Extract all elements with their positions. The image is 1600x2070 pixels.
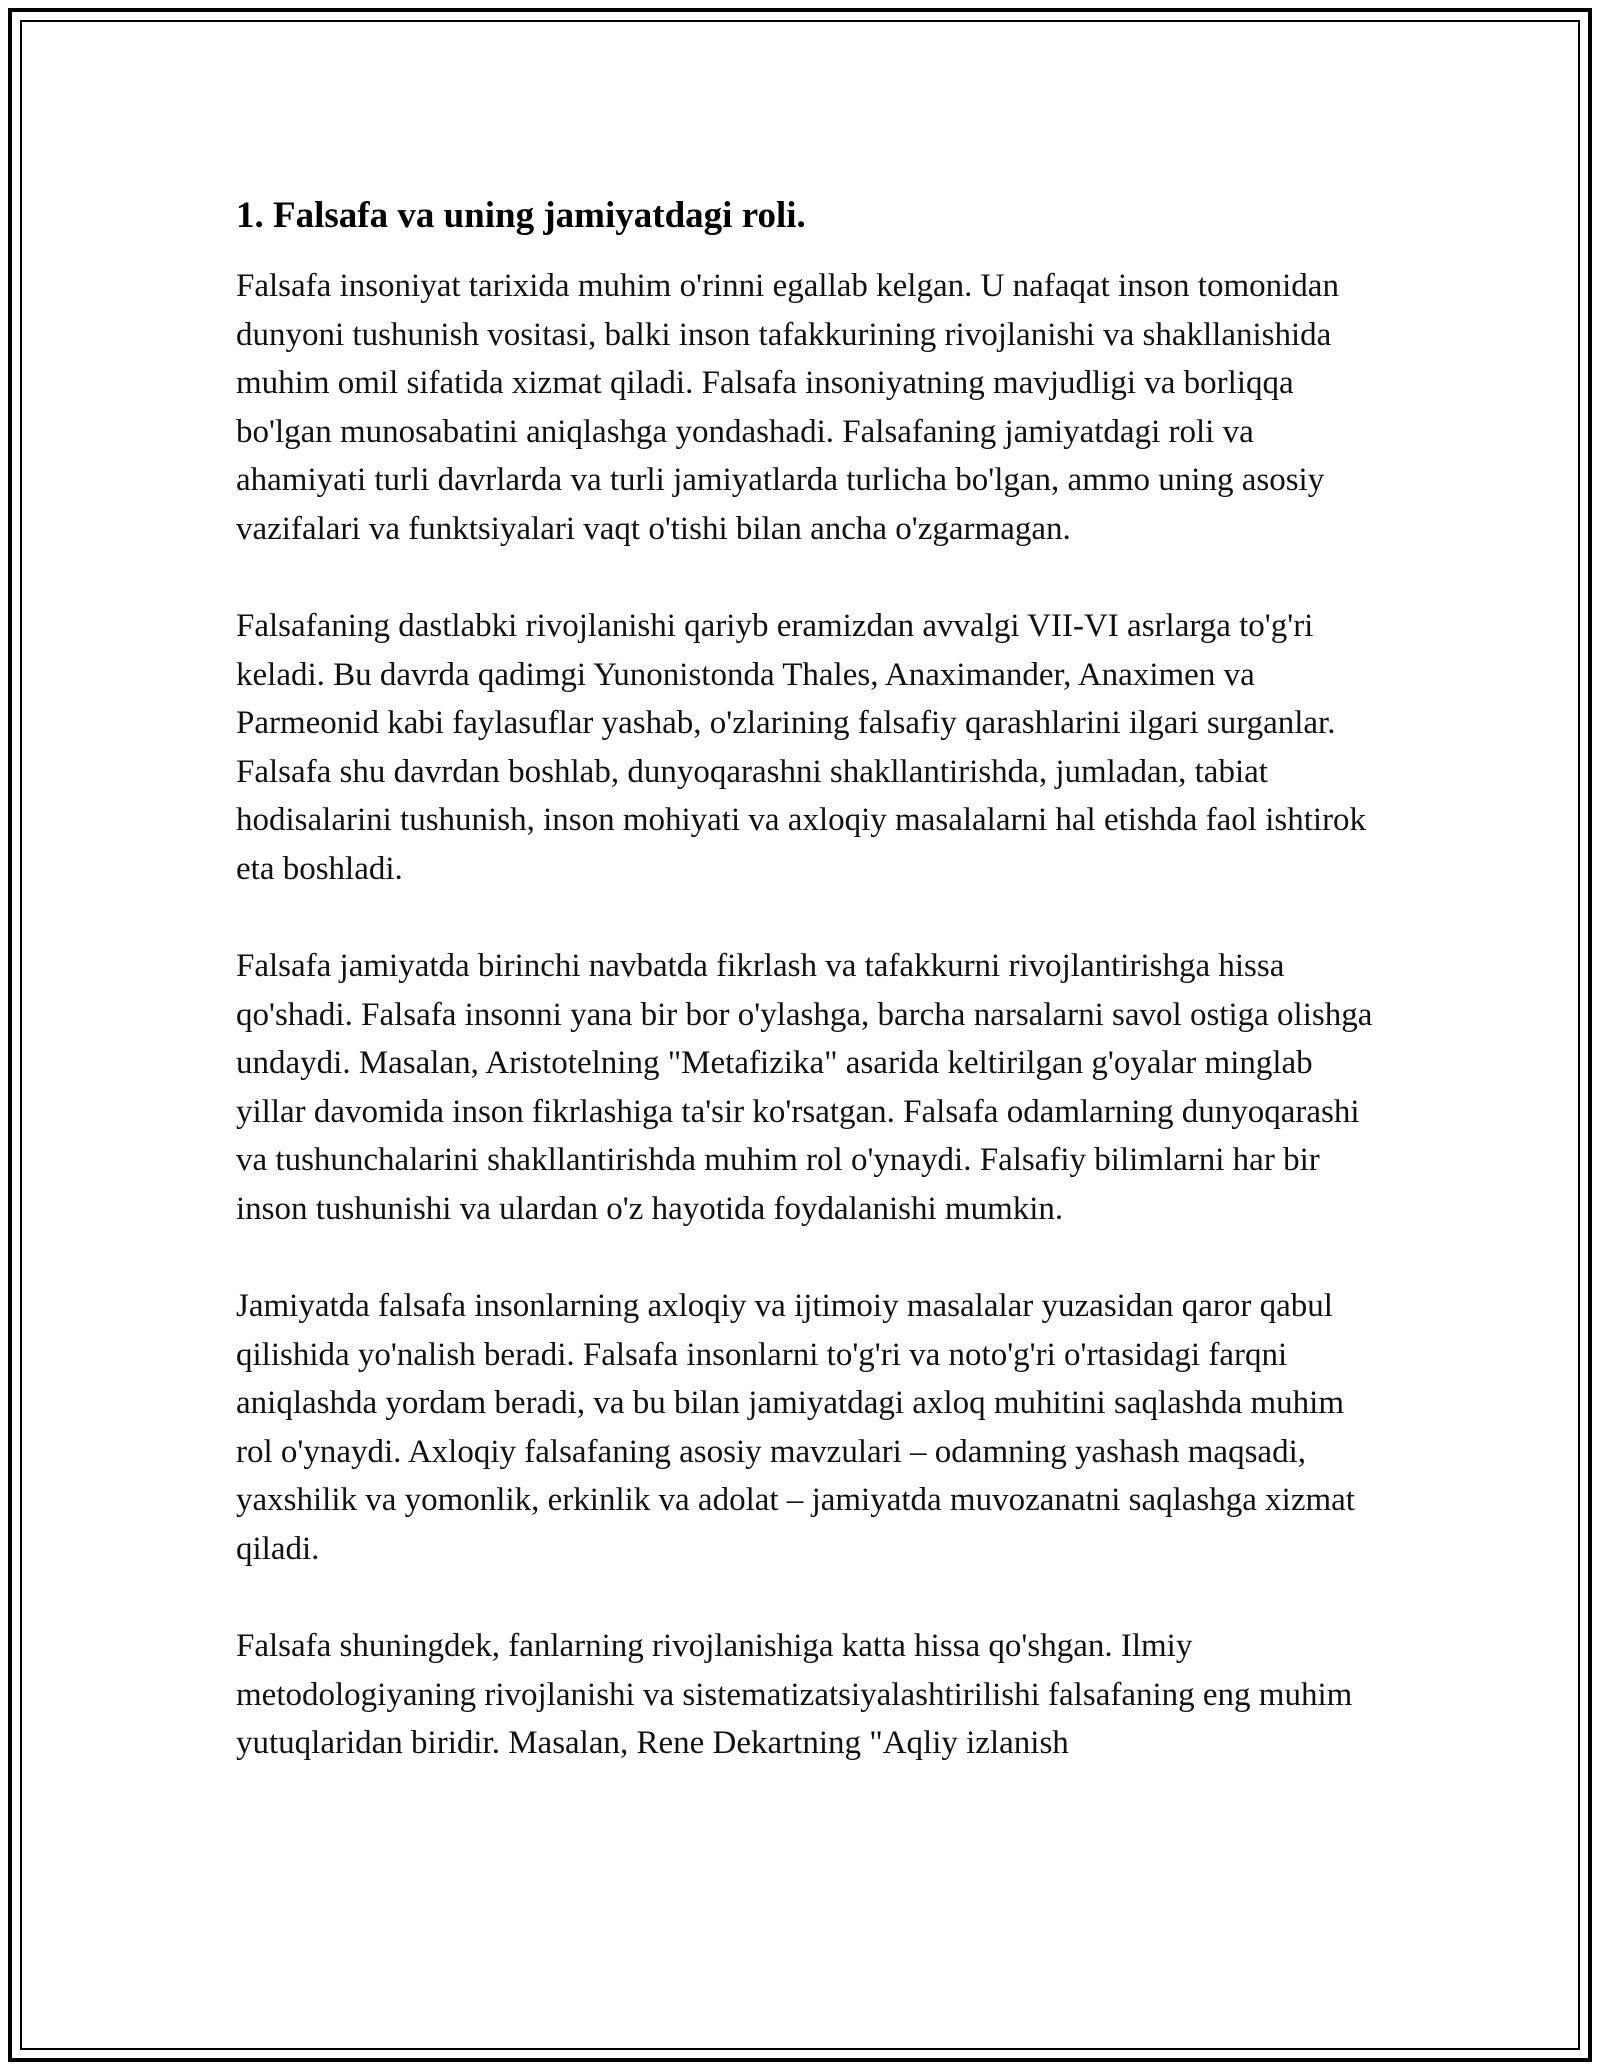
section-heading: 1. Falsafa va uning jamiyatdagi roli. — [236, 195, 806, 236]
paragraph-4: Jamiyatda falsafa insonlarning axloqiy va ijtimoiy masalalar yuzasidan qaror qabul qilishida yo'nalish beradi. Falsafa insonlarni to'g'ri va noto'g'ri o'rtasidagi farqni aniqlashda yordam beradi, va bu bilan jamiyatdagi axloq muhitini saqlashda muhim rol o'ynaydi. Axloqiy falsafaning asosiy mavzulari – odamning yashash maqsadi, yaxshilik va yomonlik, erkinlik va adolat – jamiyatda muvozanatni saqlashga xizmat qiladi. — [236, 1288, 1355, 1567]
paragraph-3: Falsafa jamiyatda birinchi navbatda fikrlash va tafakkurni rivojlantirishga hissa qo'shadi. Falsafa insonni yana bir bor o'ylashga, barcha narsalarni savol ostiga olishga undaydi. Masalan, Aristotelning "Metafizika" asarida keltirilgan g'oyalar minglab yillar davomida inson fikrlashiga ta'sir ko'rsatgan. Falsafa odamlarning dunyoqarashi va tushunchalarini shakllantirishda muhim rol o'ynaydi. Falsafiy bilimlarni har bir inson tushunishi va ulardan o'z hayotida foydalanishi mumkin. — [236, 948, 1373, 1227]
paragraph-1: Falsafa insoniyat tarixida muhim o'rinni egallab kelgan. U nafaqat inson tomonidan dunyoni tushunish vositasi, balki inson tafakkurining rivojlanishi va shakllanishida muhim omil sifatida xizmat qiladi. Falsafa insoniyatning mavjudligi va borliqqa bo'lgan munosabatini aniqlashga yondashadi. Falsafaning jamiyatdagi roli va ahamiyati turli davrlarda va turli jamiyatlarda turlicha bo'lgan, ammo uning asosiy vazifalari va funktsiyalari vaqt o'tishi bilan ancha o'zgarmagan. — [236, 268, 1339, 547]
document-body — [236, 186, 1376, 1768]
paragraph-5: Falsafa shuningdek, fanlarning rivojlanishiga katta hissa qo'shgan. Ilmiy metodologiyaning rivojlanishi va sistematizatsiyalashtirilishi falsafaning eng muhim yutuqlaridan biridir. Masalan, Rene Dekartning "Aqliy izlanish — [236, 1628, 1353, 1761]
paragraph-2: Falsafaning dastlabki rivojlanishi qariyb eramizdan avvalgi VII-VI asrlarga to'g'ri keladi. Bu davrda qadimgi Yunonistonda Thales, Anaximander, Anaximen va Parmeonid kabi faylasuflar yashab, o'zlarining falsafiy qarashlarini ilgari surganlar. Falsafa shu davrdan boshlab, dunyoqarashni shakllantirishda, jumladan, tabiat hodisalarini tushunish, inson mohiyati va axloqiy masalalarni hal etishda faol ishtirok eta boshladi. — [236, 608, 1367, 887]
